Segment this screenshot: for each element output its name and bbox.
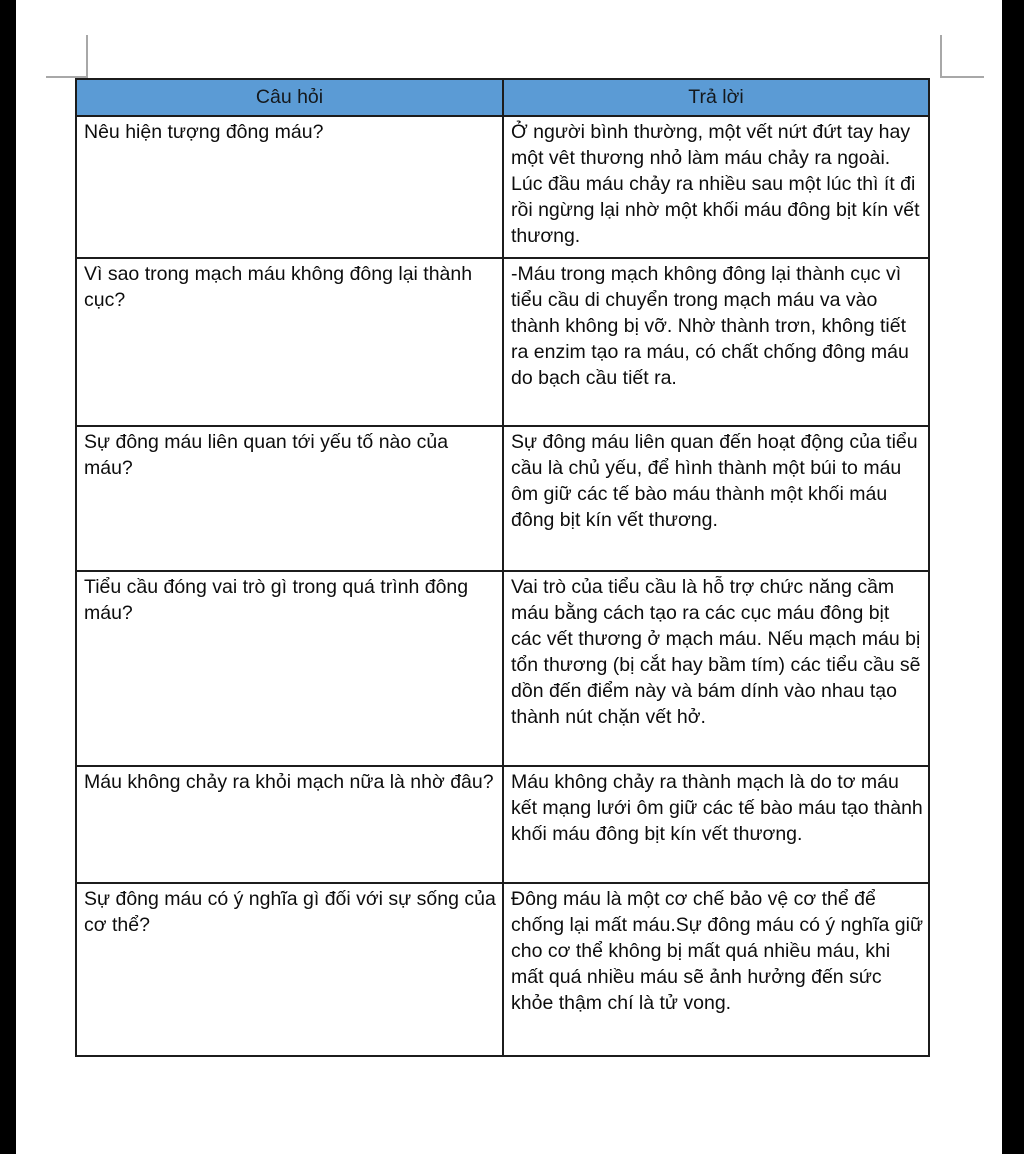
answer-cell: -Máu trong mạch không đông lại thành cục vì tiểu cầu di chuyển trong mạch máu va vào thành không bị vỡ. Nhờ thành trơn, không tiết ra enzim tạo ra máu, có chất chống đông máu do bạch cầu tiết ra. (503, 258, 929, 426)
answer-cell: Máu không chảy ra thành mạch là do tơ máu kết mạng lưới ôm giữ các tế bào máu tạo thành khối máu đông bịt kín vết thương. (503, 766, 929, 883)
table-row (76, 258, 929, 426)
answer-cell: Ở người bình thường, một vết nứt đứt tay hay một vêt thương nhỏ làm máu chảy ra ngoài. Lúc đầu máu chảy ra nhiều sau một lúc thì ít đi rồi ngừng lại nhờ một khối máu đông bịt kín vết thương. (503, 116, 929, 258)
table-row (76, 766, 929, 883)
page-margin-mark-right-vertical (940, 35, 942, 78)
answer-cell: Vai trò của tiểu cầu là hỗ trợ chức năng cầm máu bằng cách tạo ra các cục máu đông bịt các vết thương ở mạch máu. Nếu mạch máu bị tổn thương (bị cắt hay bầm tím) các tiểu cầu sẽ dồn đến điểm này và bám dính vào nhau tạo thành nút chặn vết hở. (503, 571, 929, 766)
table-row (76, 116, 929, 258)
question-cell: Sự đông máu có ý nghĩa gì đối với sự sống của cơ thể? (76, 883, 503, 1056)
question-cell: Sự đông máu liên quan tới yếu tố nào của máu? (76, 426, 503, 571)
question-answer-table (75, 78, 930, 1057)
table-row (76, 883, 929, 1056)
header-cell-question: Câu hỏi (76, 79, 503, 116)
question-cell: Máu không chảy ra khỏi mạch nữa là nhờ đâu? (76, 766, 503, 883)
right-letterbox-bar (1002, 0, 1024, 1154)
page-margin-mark-right-horizontal (940, 76, 984, 78)
answer-cell: Đông máu là một cơ chế bảo vệ cơ thể để chống lại mất máu.Sự đông máu có ý nghĩa giữ cho cơ thể không bị mất quá nhiều máu, khi mất quá nhiều máu sẽ ảnh hưởng đến sức khỏe thậm chí là tử vong. (503, 883, 929, 1056)
table-row (76, 426, 929, 571)
table-header-row (76, 79, 929, 116)
answer-cell: Sự đông máu liên quan đến hoạt động của tiểu cầu là chủ yếu, để hình thành một búi to máu ôm giữ các tế bào máu thành một khối máu đông bịt kín vết thương. (503, 426, 929, 571)
left-letterbox-bar (0, 0, 16, 1154)
table-row (76, 571, 929, 766)
page-margin-mark-left-vertical (86, 35, 88, 78)
question-cell: Vì sao trong mạch máu không đông lại thành cục? (76, 258, 503, 426)
header-cell-answer: Trả lời (503, 79, 929, 116)
question-cell: Nêu hiện tượng đông máu? (76, 116, 503, 258)
question-cell: Tiểu cầu đóng vai trò gì trong quá trình đông máu? (76, 571, 503, 766)
